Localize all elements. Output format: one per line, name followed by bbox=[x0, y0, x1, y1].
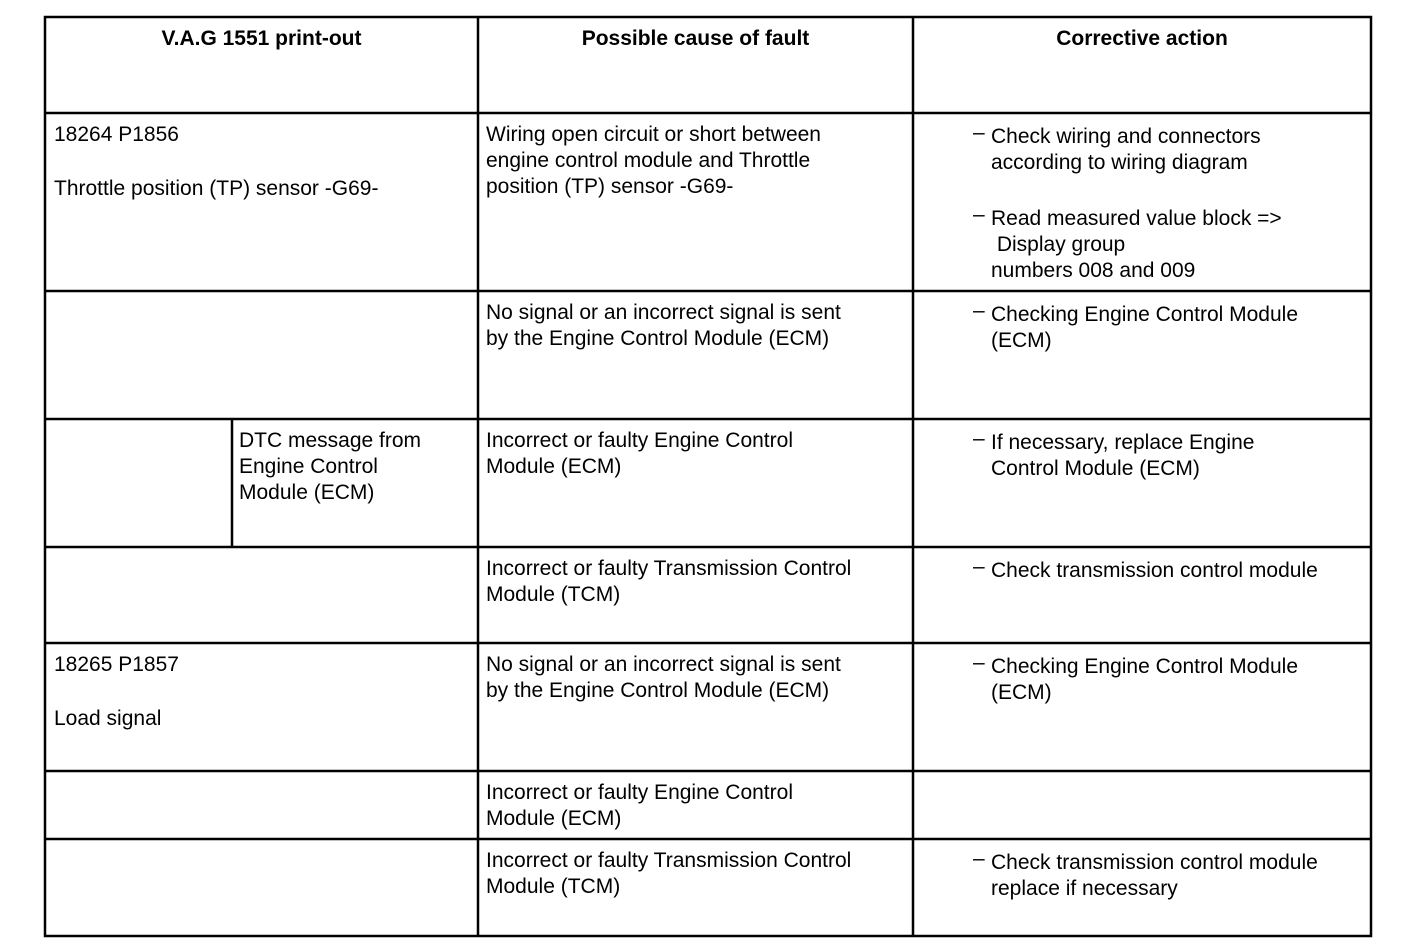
dash-bullet: – bbox=[973, 847, 985, 870]
fault-code: 18265 P1857 bbox=[54, 653, 179, 676]
dash-bullet: – bbox=[973, 299, 985, 322]
action-text: Check transmission control module bbox=[991, 559, 1318, 582]
action-text: If necessary, replace Engine Control Module (ECM) bbox=[991, 431, 1255, 480]
action-text: Checking Engine Control Module (ECM) bbox=[991, 303, 1299, 352]
dash-bullet: – bbox=[973, 203, 985, 226]
cause-text: Incorrect or faulty Transmission Control Module (TCM) bbox=[486, 849, 852, 898]
header-printout: V.A.G 1551 print-out bbox=[161, 27, 362, 50]
cause-text: Incorrect or faulty Engine Control Module (ECM) bbox=[486, 781, 793, 830]
fault-component: Throttle position (TP) sensor -G69- bbox=[54, 177, 379, 200]
action-text: Read measured value block => Display group numbers 008 and 009 bbox=[991, 207, 1282, 282]
action-text: Check wiring and connectors according to wiring diagram bbox=[991, 125, 1261, 174]
cause-text: Wiring open circuit or short between engine control module and Throttle position (TP) sensor -G69- bbox=[486, 123, 821, 198]
cause-text: Incorrect or faulty Transmission Control Module (TCM) bbox=[486, 557, 852, 606]
action-text: Check transmission control module replace if necessary bbox=[991, 851, 1318, 900]
cause-text: No signal or an incorrect signal is sent by the Engine Control Module (ECM) bbox=[486, 653, 841, 702]
sub-message-text: DTC message from Engine Control Module (ECM) bbox=[239, 429, 422, 504]
dash-bullet: – bbox=[973, 651, 985, 674]
dash-bullet: – bbox=[973, 555, 985, 578]
dash-bullet: – bbox=[973, 121, 985, 144]
header-cause: Possible cause of fault bbox=[581, 27, 810, 50]
fault-component: Load signal bbox=[54, 707, 162, 730]
action-text: Checking Engine Control Module (ECM) bbox=[991, 655, 1299, 704]
fault-code: 18264 P1856 bbox=[54, 123, 179, 146]
dash-bullet: – bbox=[973, 427, 985, 450]
cause-text: No signal or an incorrect signal is sent by the Engine Control Module (ECM) bbox=[486, 301, 841, 350]
cause-text: Incorrect or faulty Engine Control Module (ECM) bbox=[486, 429, 793, 478]
header-action: Corrective action bbox=[1056, 27, 1228, 50]
